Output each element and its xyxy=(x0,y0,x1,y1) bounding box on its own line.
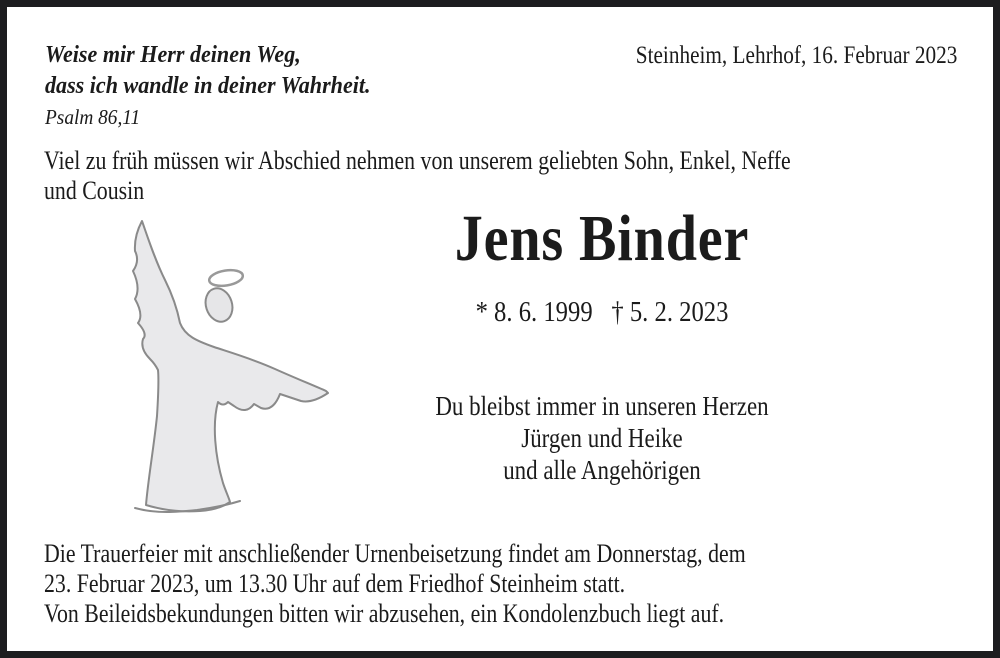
family-line-2: Jürgen und Heike xyxy=(521,423,683,453)
dateline: Steinheim, Lehrhof, 16. Februar 2023 xyxy=(635,42,957,69)
funeral-line-1: Die Trauerfeier mit anschließender Urnenbeisetzung findet am Donnerstag, dem xyxy=(44,539,746,568)
family-line-1: Du bleibst immer in unseren Herzen xyxy=(435,391,769,421)
family-line-3: und alle Angehörigen xyxy=(503,455,701,485)
intro-line-2: und Cousin xyxy=(44,176,145,205)
death-date: † 5. 2. 2023 xyxy=(611,296,729,328)
funeral-line-2: 23. Februar 2023, um 13.30 Uhr auf dem Friedhof Steinheim statt. xyxy=(44,569,626,598)
intro-text xyxy=(44,146,985,206)
birth-date: * 8. 6. 1999 xyxy=(475,296,593,328)
funeral-notice xyxy=(44,539,985,629)
funeral-line-3: Von Beileidsbekundungen bitten wir abzusehen, ein Kondolenzbuch liegt auf. xyxy=(44,599,725,628)
life-dates xyxy=(220,295,985,329)
scripture-line-1: Weise mir Herr deinen Weg, xyxy=(45,42,301,68)
deceased-name: Jens Binder xyxy=(454,202,750,275)
intro-line-1: Viel zu früh müssen wir Abschied nehmen von unserem geliebten Sohn, Enkel, Neffe xyxy=(44,146,791,175)
family-message xyxy=(220,390,985,486)
scripture-line-2: dass ich wandle in deiner Wahrheit. xyxy=(45,73,371,99)
scripture-reference: Psalm 86,11 xyxy=(45,105,141,129)
deceased-name-block xyxy=(220,202,985,275)
scripture-quote xyxy=(45,40,371,131)
